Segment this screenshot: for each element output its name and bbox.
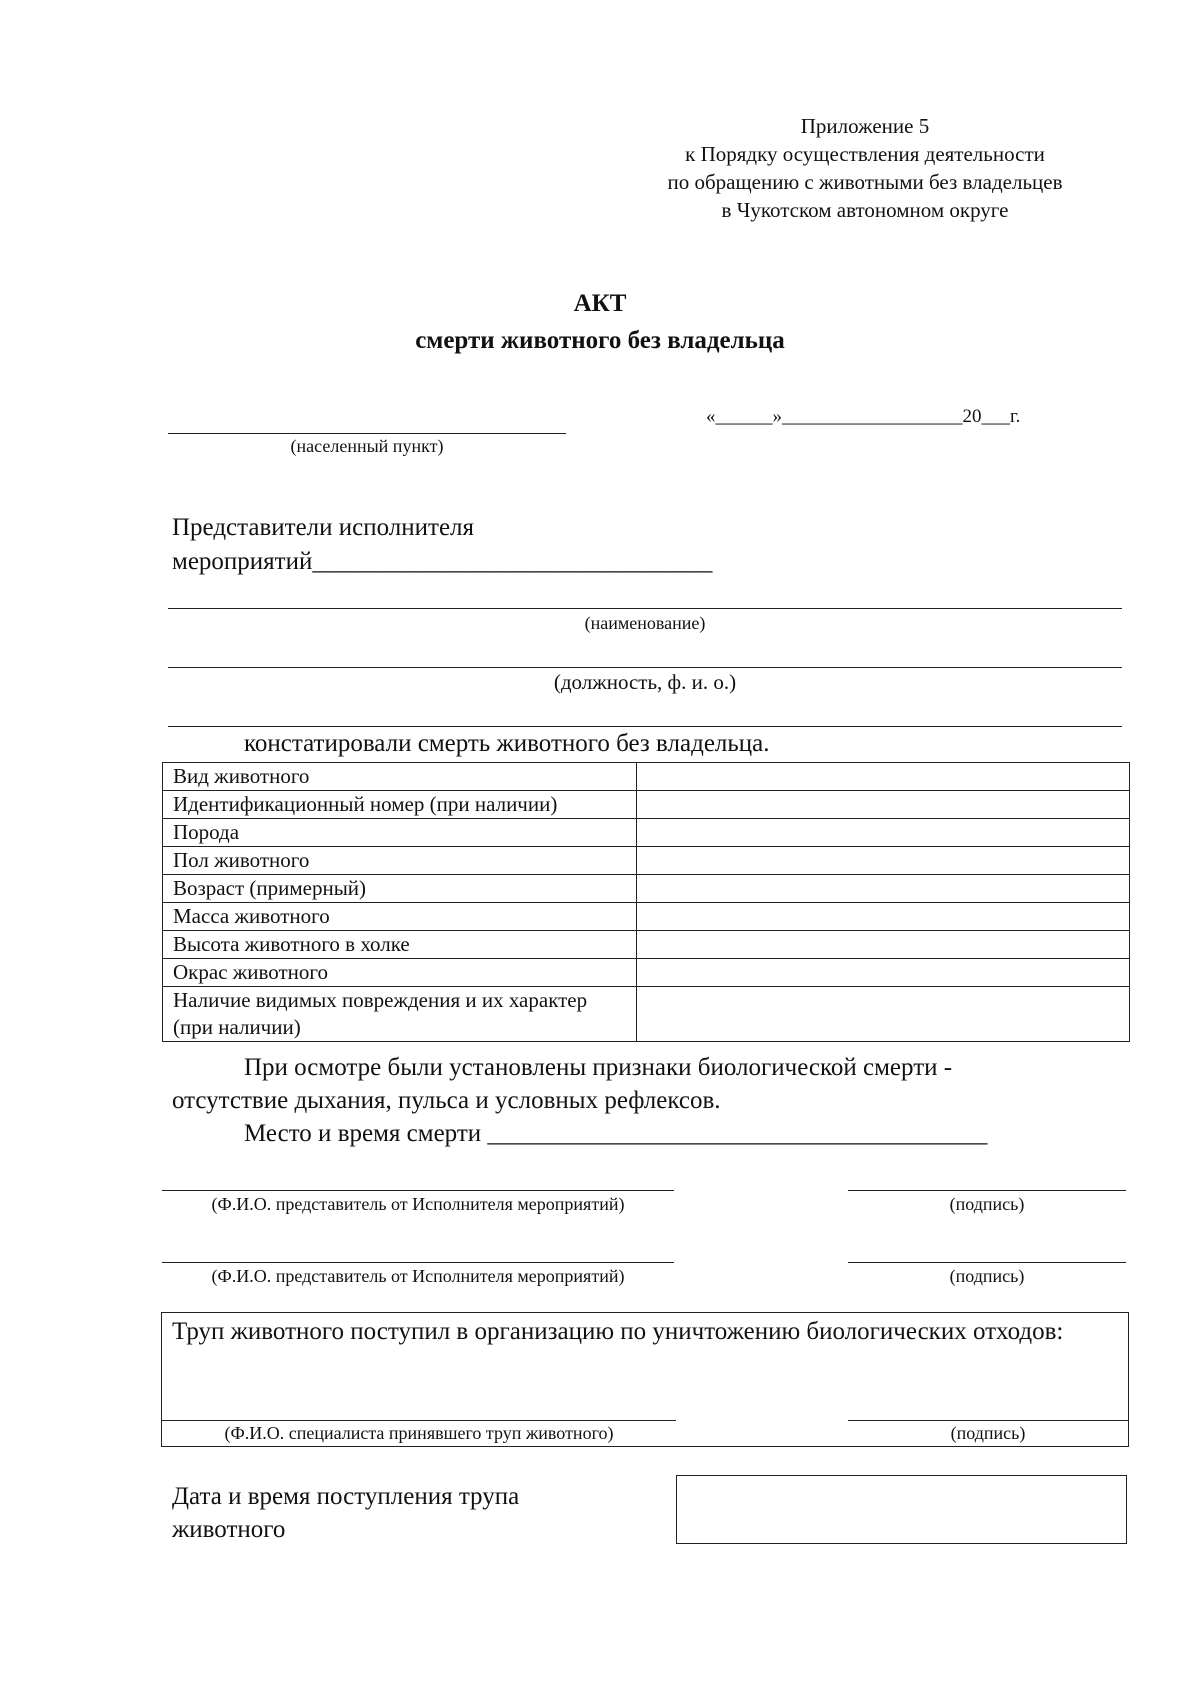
row-label: Окрас животного [163,959,637,987]
table-row [163,791,1130,819]
receipt-text: Труп животного поступил в организацию по уничтожению биологических отходов: [172,1318,1064,1345]
representative-caption: (Ф.И.О. представитель от Исполнителя мероприятий) [211,1194,625,1214]
table-row [163,931,1130,959]
row-label: Порода [163,819,637,847]
inspection-line-2: отсутствие дыхания, пульса и условных рефлексов. [172,1087,721,1114]
arrival-label [172,1480,519,1546]
representative-caption: (Ф.И.О. представитель от Исполнителя мероприятий) [211,1266,625,1286]
place-caption: (населенный пункт) [290,436,444,456]
row-value-cell[interactable] [637,847,1130,875]
row-label: Идентификационный номер (при наличии) [163,791,637,819]
row-label: Масса животного [163,903,637,931]
table-row [163,987,1130,1042]
receipt-box [161,1312,1129,1447]
signature-caption: (подпись) [949,1194,1025,1214]
position-caption: (должность, ф. и. о.) [553,670,737,694]
row-label: Пол животного [163,847,637,875]
signature-line [848,1190,1126,1191]
name-caption: (наименование) [584,613,706,633]
extra-line [168,726,1122,727]
row-value-cell[interactable] [637,987,1130,1042]
inspection-line-1: При осмотре были установлены признаки биологической смерти - [244,1054,953,1081]
name-line [168,608,1122,609]
row-value-cell[interactable] [637,819,1130,847]
row-label: Возраст (примерный) [163,875,637,903]
table-row [163,819,1130,847]
arrival-label-line-2: животного [172,1516,286,1543]
stated-text: констатировали смерть животного без владельца. [244,730,770,757]
table-row [163,903,1130,931]
specialist-name-line [162,1420,676,1421]
document-subtitle: смерти животного без владельца [415,327,785,354]
receipt-signature-caption: (подпись) [950,1423,1026,1443]
representatives-label-line-2: мероприятий________________________________ [172,548,713,575]
row-value-cell[interactable] [637,791,1130,819]
specialist-caption: (Ф.И.О. специалиста принявшего труп животного) [224,1423,614,1443]
arrival-datetime-box[interactable] [676,1475,1127,1544]
table-row [163,875,1130,903]
table-row [163,763,1130,791]
row-value-cell[interactable] [637,875,1130,903]
appendix-header [600,112,1130,224]
place-line [168,433,566,434]
appendix-line-1: Приложение 5 [800,114,930,138]
row-label: Высота животного в холке [163,931,637,959]
signature-caption: (подпись) [949,1266,1025,1286]
animal-info-table [162,762,1130,1042]
document-title: АКТ [573,290,627,317]
representatives-label-line-1: Представители исполнителя [172,514,475,541]
row-value-cell[interactable] [637,763,1130,791]
appendix-line-4: в Чукотском автономном округе [721,198,1009,222]
date-line: «______»___________________20___г. [706,406,1021,427]
row-value-cell[interactable] [637,931,1130,959]
receipt-signature-line [848,1420,1128,1421]
representative-name-line [162,1262,674,1263]
position-line [168,667,1122,668]
table-row [163,959,1130,987]
appendix-line-3: по обращению с животными без владельцев [667,170,1063,194]
row-label: Наличие видимых повреждения и их характер (при наличии) [163,987,637,1042]
table-row [163,847,1130,875]
signature-line [848,1262,1126,1263]
row-value-cell[interactable] [637,903,1130,931]
representative-name-line [162,1190,674,1191]
row-value-cell[interactable] [637,959,1130,987]
place-time-of-death: Место и время смерти ________________________________________ [244,1120,988,1147]
row-label: Вид животного [163,763,637,791]
appendix-line-2: к Порядку осуществления деятельности [685,142,1045,166]
arrival-label-line-1: Дата и время поступления трупа [172,1483,520,1510]
